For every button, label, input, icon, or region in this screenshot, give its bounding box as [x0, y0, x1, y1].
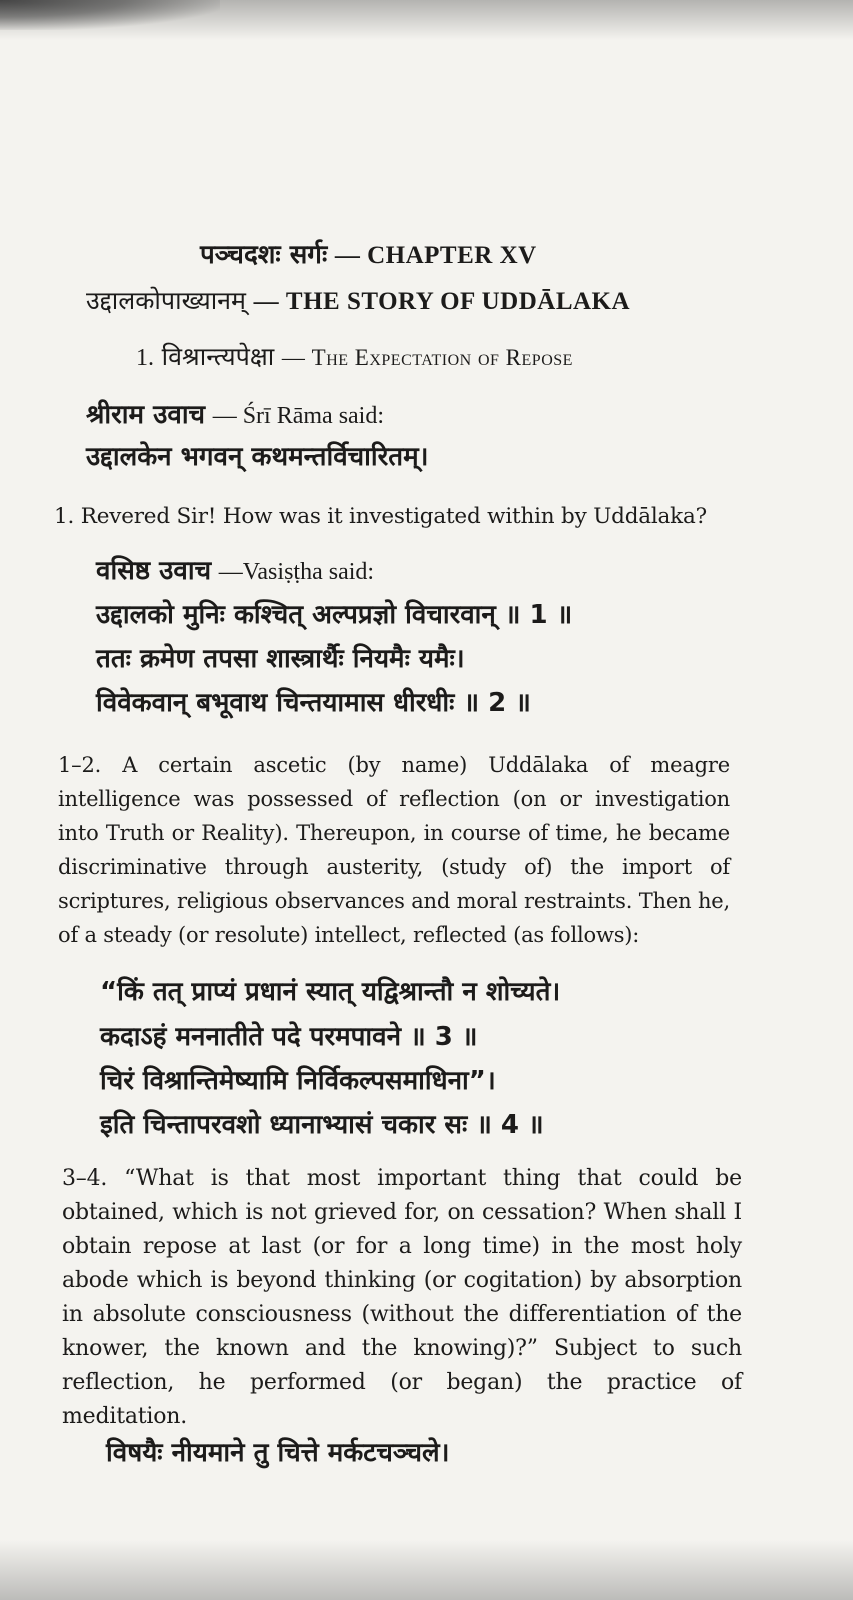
translation-verses-1-2: 1–2. A certain ascetic (by name) Uddālaka of meagre intelligence was possessed of reflection (on or investigation into Truth or Reality). Thereupon, in course of time, he became discriminative through austerity, (study of) the import of scriptures, religious observances and moral restraints. Then he, of a steady (or resolute) intellect, reflected (as follows):: [58, 753, 730, 947]
chapter-title-english: — CHAPTER XV: [334, 242, 537, 269]
page-top-shadow: [0, 0, 853, 40]
speaker-vasistha-sanskrit: वसिष्ठ उवाच: [96, 556, 212, 586]
speaker-rama: [86, 398, 384, 433]
section-heading: [136, 340, 573, 375]
section-title-english: — The Expectation of Repose: [281, 345, 573, 370]
story-heading: [86, 284, 630, 319]
verse-line: विवेकवान् बभूवाथ चिन्तयामास धीरधीः ॥ 2 ॥: [96, 688, 531, 718]
chapter-title-sanskrit: पञ्चदशः सर्गः: [200, 240, 328, 270]
translation-verses-3-4: 3–4. “What is that most important thing that could be obtained, which is not grieved for, on cessation? When shall I obtain repose at last (or for a long time) in the most holy abode which is beyond thinking (or cogitation) by absorption in absolute consciousness (without the differentiation of the knower, the known and the knowing)?” Subject to such reflection, he performed (or began) the practice of meditation.: [62, 1166, 742, 1429]
verse-line: उद्दालकेन भगवन् कथमन्तर्विचारितम्।: [86, 442, 429, 472]
speaker-rama-english: — Śrī Rāma said:: [212, 403, 385, 429]
section-number: 1.: [136, 345, 154, 371]
verse-line: ततः क्रमेण तपसा शास्त्रार्थैः नियमैः यमैः।: [96, 644, 465, 674]
story-title-sanskrit: उद्दालकोपाख्यानम्: [86, 286, 247, 315]
speaker-vasistha-english: —Vasiṣṭha said:: [218, 559, 375, 585]
section-title-sanskrit: विश्रान्त्यपेक्षा: [161, 342, 275, 371]
verse-line: इति चिन्तापरवशो ध्यानाभ्यासं चकार सः ॥ 4 ॥: [100, 1110, 544, 1140]
translation-verse-1: 1. Revered Sir! How was it investigated within by Uddālaka?: [54, 504, 707, 529]
verse-line: “किं तत् प्राप्यं प्रधानं स्यात् यद्विश्रान्तौ न शोच्यते।: [100, 977, 561, 1007]
speaker-rama-sanskrit: श्रीराम उवाच: [86, 400, 206, 430]
story-title-english: — THE STORY OF UDDĀLAKA: [253, 288, 631, 315]
verse-line: उद्दालको मुनिः कश्चित् अल्पप्रज्ञो विचारवान् ॥ 1 ॥: [96, 600, 573, 630]
verse-line: विषयैः नीयमाने तु चित्ते मर्कटचञ्चले।: [106, 1438, 450, 1468]
chapter-heading: [200, 238, 537, 273]
verse-line: चिरं विश्रान्तिमेष्यामि निर्विकल्पसमाधिना”।: [100, 1066, 496, 1096]
page-bottom-shadow: [0, 1540, 853, 1600]
verse-line: कदाऽहं मननातीते पदे परमपावने ॥ 3 ॥: [100, 1022, 478, 1052]
speaker-vasistha: [96, 554, 374, 589]
